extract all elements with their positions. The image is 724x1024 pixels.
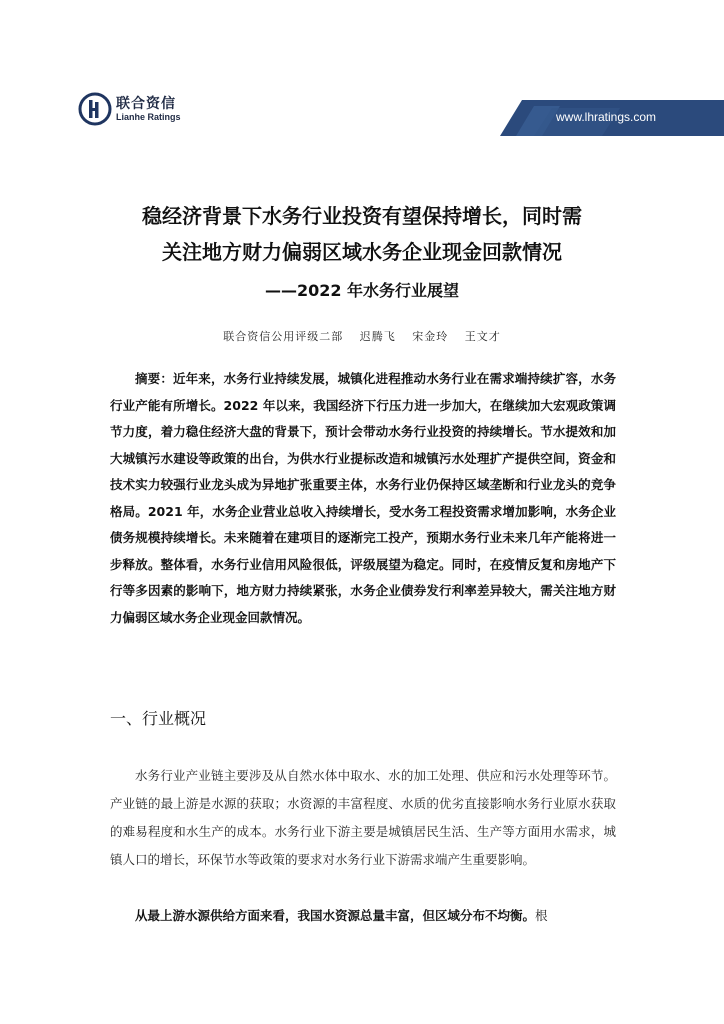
author-name: 王文才 xyxy=(464,330,501,343)
author-org: 联合资信公用评级二部 xyxy=(223,330,344,343)
author-name: 迟腾飞 xyxy=(359,330,396,343)
paragraph-lead-bold: 从最上游水源供给方面来看，我国水资源总量丰富，但区域分布不均衡。 xyxy=(135,908,536,923)
logo-en-text: Lianhe Ratings xyxy=(116,111,181,122)
report-title-line1: 稳经济背景下水务行业投资有望保持增长，同时需 xyxy=(142,204,582,228)
report-title-line2: 关注地方财力偏弱区域水务企业现金回款情况 xyxy=(162,240,562,264)
body-paragraph xyxy=(110,902,616,930)
paragraph-continuation: 根 xyxy=(535,908,548,923)
abstract-paragraph: 摘要：近年来，水务行业持续发展，城镇化进程推动水务行业在需求端持续扩容，水务行业产能有所增长。2022 年以来，我国经济下行压力进一步加大，在继续加大宏观政策调节力度，着力稳住经济大盘的背景下，预计会带动水务行业投资的持续增长。节水提效和加大城镇污水建设等政策的出台，为供水行业提标改造和城镇污水处理扩产提供空间，资金和技术实力较强行业龙头成为异地扩张重要主体，水务行业仍保持区域垄断和行业龙头的竞争格局。2021 年，水务企业营业总收入持续增长，受水务工程投资需求增加影响，水务企业债务规模持续增长。未来随着在建项目的逐渐完工投产，预期水务行业未来几年产能将进一步释放。整体看，水务行业信用风险很低，评级展望为稳定。同时，在疫情反复和房地产下行等多因素的影响下，地方财力持续紧张，水务企业债券发行利率差异较大，需关注地方财力偏弱区域水务企业现金回款情况。 xyxy=(110,371,616,625)
lianhe-logo[interactable] xyxy=(78,92,181,126)
section-heading: 一、行业概况 xyxy=(110,709,207,728)
author-name: 宋金玲 xyxy=(412,330,449,343)
lianhe-logo-icon xyxy=(78,92,112,126)
body-paragraph: 水务行业产业链主要涉及从自然水体中取水、水的加工处理、供应和污水处理等环节。产业链的最上游是水源的获取；水资源的丰富程度、水质的优劣直接影响水务行业原水获取的难易程度和水生产的成本。水务行业下游主要是城镇居民生活、生产等方面用水需求，城镇人口的增长，环保节水等政策的要求对水务行业下游需求端产生重要影响。 xyxy=(110,768,616,867)
report-subtitle: ——2022 年水务行业展望 xyxy=(264,281,460,300)
website-link[interactable]: www.lhratings.com xyxy=(556,110,657,124)
page-header xyxy=(0,0,724,150)
author-line xyxy=(0,328,724,344)
logo-cn-text: 联合资信 xyxy=(116,95,176,112)
